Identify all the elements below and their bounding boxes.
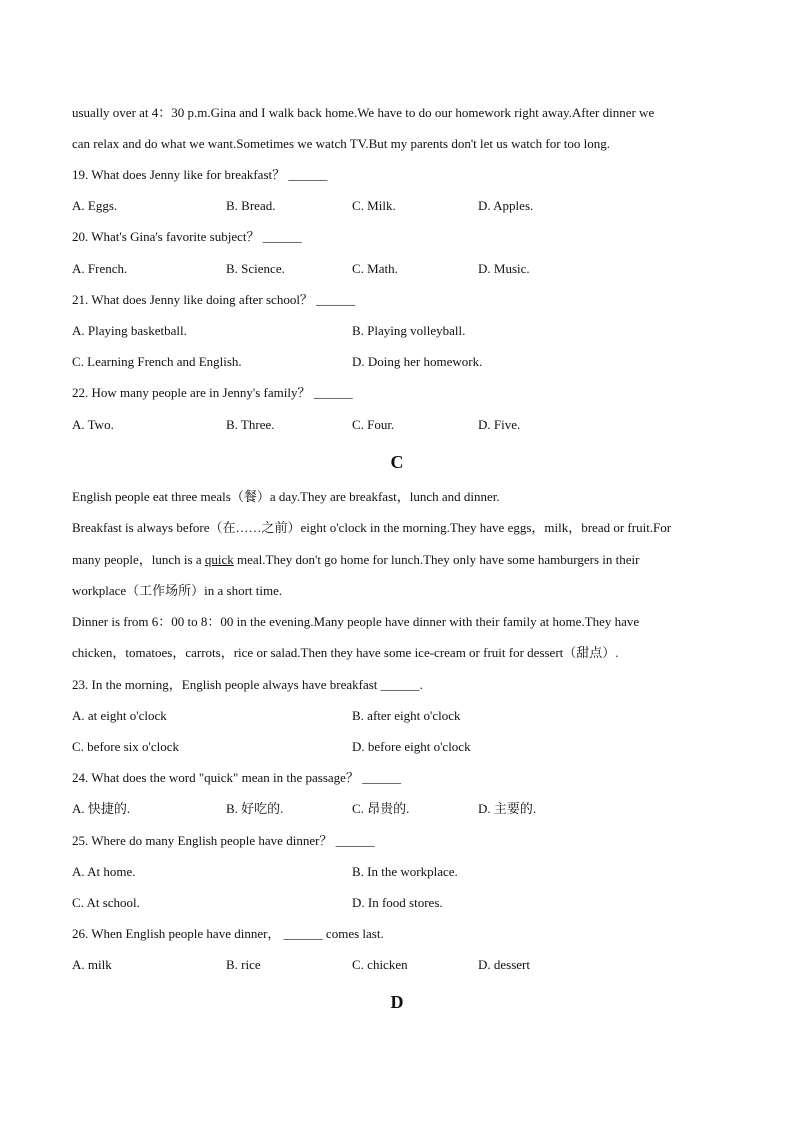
question-26-stem: 26. When English people have dinner， ______ comes last. bbox=[72, 926, 384, 941]
q23-option-b: B. after eight o'clock bbox=[352, 708, 461, 723]
q21-option-d: D. Doing her homework. bbox=[352, 354, 483, 369]
q22-option-c: C. Four. bbox=[352, 417, 395, 432]
q21-option-b: B. Playing volleyball. bbox=[352, 323, 466, 338]
q25-option-c: C. At school. bbox=[72, 895, 140, 910]
q19-option-c: C. Milk. bbox=[352, 198, 396, 213]
q19-option-b: B. Bread. bbox=[226, 198, 276, 213]
question-25-stem: 25. Where do many English people have dinner？ ______ bbox=[72, 833, 375, 848]
passage-line: usually over at 4：30 p.m.Gina and I walk back home.We have to do our homework right away.After dinner we bbox=[72, 105, 655, 120]
q24-option-c: C. 昂贵的. bbox=[352, 801, 410, 816]
question-20-stem: 20. What's Gina's favorite subject？ ______ bbox=[72, 229, 302, 244]
passage-line bbox=[72, 552, 639, 568]
passage-line: workplace（工作场所）in a short time. bbox=[72, 583, 283, 598]
passage-line: English people eat three meals（餐）a day.They are breakfast，lunch and dinner. bbox=[72, 489, 500, 504]
q22-option-a: A. Two. bbox=[72, 417, 114, 432]
q26-option-c: C. chicken bbox=[352, 957, 408, 972]
section-c-heading: C bbox=[390, 452, 404, 472]
q21-option-a: A. Playing basketball. bbox=[72, 323, 187, 338]
q20-option-c: C. Math. bbox=[352, 261, 398, 276]
q23-option-a: A. at eight o'clock bbox=[72, 708, 167, 723]
question-24-stem: 24. What does the word "quick" mean in the passage？ ______ bbox=[72, 770, 402, 785]
question-23-stem: 23. In the morning，English people always have breakfast ______. bbox=[72, 677, 423, 692]
q20-option-b: B. Science. bbox=[226, 261, 285, 276]
q25-option-d: D. In food stores. bbox=[352, 895, 443, 910]
underlined-word-quick: quick bbox=[204, 552, 234, 567]
passage-line: chicken，tomatoes，carrots，rice or salad.Then they have some ice-cream or fruit for dessert（甜点）. bbox=[72, 645, 619, 660]
question-22-stem: 22. How many people are in Jenny's family？ ______ bbox=[72, 385, 353, 400]
q26-option-a: A. milk bbox=[72, 957, 112, 972]
question-19-stem: 19. What does Jenny like for breakfast？ ______ bbox=[72, 167, 328, 182]
passage-line: Breakfast is always before（在……之前）eight o'clock in the morning.They have eggs，milk，bread or fruit.For bbox=[72, 520, 672, 535]
q22-option-d: D. Five. bbox=[478, 417, 521, 432]
question-21-stem: 21. What does Jenny like doing after school？ ______ bbox=[72, 292, 356, 307]
passage-line: can relax and do what we want.Sometimes we watch TV.But my parents don't let us watch for too long. bbox=[72, 136, 610, 151]
q20-option-d: D. Music. bbox=[478, 261, 530, 276]
q23-option-d: D. before eight o'clock bbox=[352, 739, 471, 754]
passage-text: meal.They don't go home for lunch.They only have some hamburgers in their bbox=[233, 552, 640, 567]
q24-option-a: A. 快捷的. bbox=[72, 801, 131, 816]
q22-option-b: B. Three. bbox=[226, 417, 275, 432]
q24-option-d: D. 主要的. bbox=[478, 801, 537, 816]
q21-option-c: C. Learning French and English. bbox=[72, 354, 242, 369]
q26-option-b: B. rice bbox=[226, 957, 261, 972]
q24-option-b: B. 好吃的. bbox=[226, 801, 284, 816]
q20-option-a: A. French. bbox=[72, 261, 128, 276]
section-d-heading: D bbox=[390, 992, 404, 1012]
q19-option-a: A. Eggs. bbox=[72, 198, 118, 213]
passage-text: many people，lunch is a bbox=[72, 552, 205, 567]
q25-option-b: B. In the workplace. bbox=[352, 864, 458, 879]
passage-line: Dinner is from 6：00 to 8：00 in the evening.Many people have dinner with their family at home.They have bbox=[72, 614, 640, 629]
q19-option-d: D. Apples. bbox=[478, 198, 534, 213]
q23-option-c: C. before six o'clock bbox=[72, 739, 180, 754]
q26-option-d: D. dessert bbox=[478, 957, 530, 972]
q25-option-a: A. At home. bbox=[72, 864, 136, 879]
